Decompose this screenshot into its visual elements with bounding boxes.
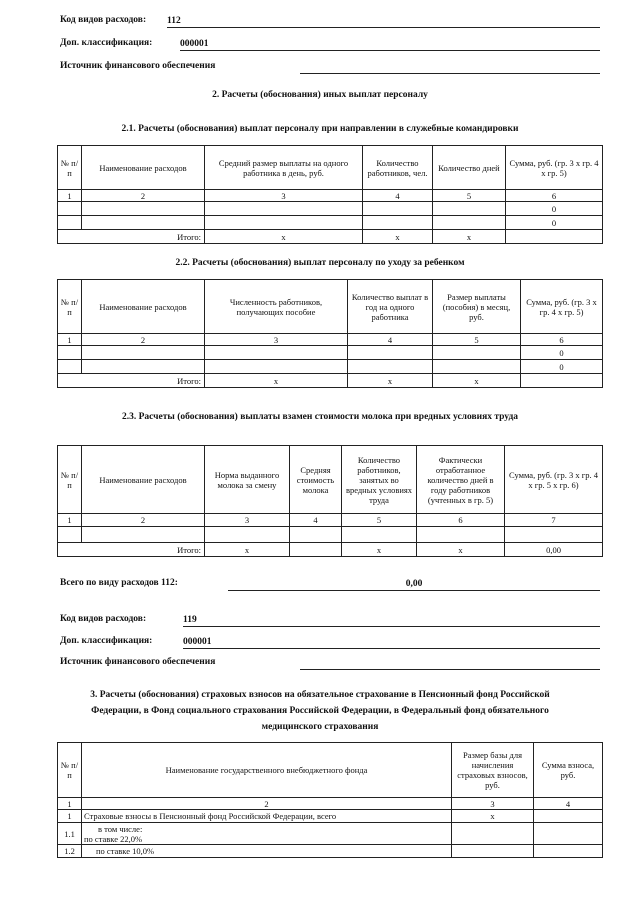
row-number: 1.2 — [58, 845, 82, 858]
table-row — [58, 346, 603, 360]
expense-code-value-2: 119 — [183, 614, 600, 627]
header-cell: Сумма взноса, руб. — [534, 743, 603, 798]
header-cell: Средняя стоимость молока — [290, 446, 342, 514]
column-number: 4 — [363, 190, 433, 202]
header-cell: Размер выплаты (пособия) в месяц, руб. — [433, 280, 521, 334]
fund-name-prefix: в том числе: — [98, 823, 143, 834]
column-number: 5 — [433, 334, 521, 346]
section-3-title-line3: медицинского страхования — [261, 722, 379, 732]
header-cell: Количество дней — [433, 146, 506, 190]
cell — [58, 543, 82, 557]
cell: х — [363, 230, 433, 244]
cell — [417, 527, 505, 543]
column-number-row — [58, 190, 603, 202]
header-cell: Норма выданного молока за смену — [205, 446, 290, 514]
cell: х — [205, 543, 290, 557]
column-number: 4 — [534, 798, 603, 810]
cell — [363, 216, 433, 230]
sum-cell: 0 — [506, 216, 603, 230]
column-number: 5 — [342, 514, 417, 527]
header-cell: Количество выплат в год на одного работника — [348, 280, 433, 334]
column-number: 1 — [58, 798, 82, 810]
column-number: 6 — [506, 190, 603, 202]
column-number: 6 — [521, 334, 603, 346]
cell — [290, 527, 342, 543]
cell — [58, 346, 82, 360]
table-row — [58, 810, 603, 823]
cell — [433, 216, 506, 230]
header-cell: № п/п — [58, 146, 82, 190]
cell — [205, 527, 290, 543]
column-number: 2 — [82, 334, 205, 346]
total-row — [58, 374, 603, 388]
sum-cell — [534, 845, 603, 858]
expense-code-value: 112 — [167, 15, 600, 28]
section-2-1-title: 2.1. Расчеты (обоснования) выплат персоналу при направлении в служебные командировки — [121, 124, 519, 134]
sum-cell — [534, 823, 603, 845]
total-112-value: 0,00 — [228, 578, 600, 591]
header-cell: № п/п — [58, 280, 82, 334]
header-cell: Наименование расходов — [82, 446, 205, 514]
header-cell: Наименование расходов — [82, 146, 205, 190]
column-number: 5 — [433, 190, 506, 202]
table-2-2 — [57, 279, 603, 388]
total-sum: 0,00 — [505, 543, 603, 557]
cell: х — [205, 230, 363, 244]
fund-name-rate: по ставке 22,0% — [84, 833, 143, 844]
cell — [82, 202, 205, 216]
cell — [342, 527, 417, 543]
cell — [82, 527, 205, 543]
cell — [205, 360, 348, 374]
total-label: Итого: — [82, 543, 205, 557]
cell — [433, 346, 521, 360]
funding-source-label: Источник финансового обеспечения — [60, 61, 216, 71]
base-cell — [452, 823, 534, 845]
cell — [58, 374, 82, 388]
classification-value-2: 000001 — [183, 636, 600, 649]
cell — [58, 527, 82, 543]
table-row — [58, 216, 603, 230]
funding-source-value-2 — [300, 657, 600, 670]
table-header-row — [58, 743, 603, 798]
column-number-row — [58, 798, 603, 810]
section-3-title-line2: Федерации, в Фонд социального страхования Российской Федерации, в Федеральный фонд обязательного — [91, 706, 549, 716]
classification-value: 000001 — [180, 38, 600, 51]
header-cell: Количество работников, чел. — [363, 146, 433, 190]
cell — [505, 527, 603, 543]
expense-code-label-text: Код видов расходов: — [60, 15, 147, 25]
header-cell: Средний размер выплаты на одного работника в день, руб. — [205, 146, 363, 190]
row-number: 1.1 — [58, 823, 82, 845]
cell — [348, 346, 433, 360]
cell — [58, 230, 82, 244]
cell: х — [433, 230, 506, 244]
column-number: 1 — [58, 514, 82, 527]
total-sum — [521, 374, 603, 388]
sum-cell: 0 — [521, 346, 603, 360]
header-cell: Сумма, руб. (гр. 3 х гр. 4 х гр. 5) — [521, 280, 603, 334]
table-header-row — [58, 280, 603, 334]
cell — [82, 346, 205, 360]
column-number: 7 — [505, 514, 603, 527]
cell — [205, 346, 348, 360]
cell — [58, 202, 82, 216]
sum-cell: 0 — [521, 360, 603, 374]
table-2-1 — [57, 145, 603, 244]
sum-cell — [534, 810, 603, 823]
header-cell: Численность работников, получающих пособие — [205, 280, 348, 334]
row-number: 1 — [58, 810, 82, 823]
column-number: 2 — [82, 798, 452, 810]
total-label: Итого: — [82, 230, 205, 244]
cell: х — [417, 543, 505, 557]
column-number: 3 — [205, 190, 363, 202]
cell — [58, 216, 82, 230]
table-row — [58, 202, 603, 216]
expense-code-label-2: Код видов расходов: — [60, 614, 147, 624]
total-row — [58, 543, 603, 557]
funding-source-label-2: Источник финансового обеспечения — [60, 657, 216, 667]
table-row — [58, 360, 603, 374]
header-cell: Сумма, руб. (гр. 3 х гр. 4 х гр. 5 х гр. 6) — [505, 446, 603, 514]
section-2-2-title: 2.2. Расчеты (обоснования) выплат персоналу по уходу за ребенком — [175, 258, 465, 268]
classification-label-2: Доп. классификация: — [60, 636, 153, 646]
column-number-row — [58, 514, 603, 527]
cell: х — [205, 374, 348, 388]
cell — [82, 216, 205, 230]
cell — [205, 202, 363, 216]
header-cell: Размер базы для начисления страховых взносов, руб. — [452, 743, 534, 798]
column-number: 1 — [58, 190, 82, 202]
table-header-row — [58, 146, 603, 190]
header-cell: № п/п — [58, 446, 82, 514]
section-3-title-line1: 3. Расчеты (обоснования) страховых взносов на обязательное страхование в Пенсионный фонд Российской — [90, 690, 550, 700]
table-header-row — [58, 446, 603, 514]
sum-cell: 0 — [506, 202, 603, 216]
table-row — [58, 527, 603, 543]
header-cell: Наименование расходов — [82, 280, 205, 334]
header-cell: Наименование государственного внебюджетного фонда — [82, 743, 452, 798]
cell: х — [348, 374, 433, 388]
cell: х — [342, 543, 417, 557]
funding-source-value — [300, 61, 600, 74]
expense-code-label — [60, 15, 146, 25]
cell — [82, 360, 205, 374]
column-number: 3 — [205, 514, 290, 527]
column-number: 2 — [82, 190, 205, 202]
base-cell — [452, 845, 534, 858]
table-row — [58, 823, 603, 845]
section-2-title: 2. Расчеты (обоснования) иных выплат персоналу — [212, 90, 428, 100]
table-2-3 — [57, 445, 603, 557]
base-cell: х — [452, 810, 534, 823]
header-cell: Количество работников, занятых во вредных условиях труда — [342, 446, 417, 514]
cell: х — [433, 374, 521, 388]
cell — [433, 360, 521, 374]
total-label: Итого: — [82, 374, 205, 388]
fund-name: Страховые взносы в Пенсионный фонд Российской Федерации, всего — [82, 810, 452, 823]
cell — [205, 216, 363, 230]
header-cell: Фактически отработанное количество дней в году работников (учтенных в гр. 5) — [417, 446, 505, 514]
table-row — [58, 845, 603, 858]
column-number: 6 — [417, 514, 505, 527]
header-cell: № п/п — [58, 743, 82, 798]
cell — [433, 202, 506, 216]
fund-name: по ставке 10,0% — [82, 845, 452, 858]
column-number-row — [58, 334, 603, 346]
header-cell: Сумма, руб. (гр. 3 х гр. 4 х гр. 5) — [506, 146, 603, 190]
cell — [290, 543, 342, 557]
column-number: 4 — [290, 514, 342, 527]
section-2-3-title: 2.3. Расчеты (обоснования) выплаты взамен стоимости молока при вредных условиях труда — [121, 412, 519, 422]
column-number: 1 — [58, 334, 82, 346]
cell — [363, 202, 433, 216]
column-number: 3 — [205, 334, 348, 346]
total-row — [58, 230, 603, 244]
column-number: 2 — [82, 514, 205, 527]
cell — [348, 360, 433, 374]
column-number: 4 — [348, 334, 433, 346]
total-112-label: Всего по виду расходов 112: — [60, 578, 178, 588]
cell — [58, 360, 82, 374]
total-sum — [506, 230, 603, 244]
column-number: 3 — [452, 798, 534, 810]
classification-label: Доп. классификация: — [60, 38, 153, 48]
fund-name — [82, 823, 452, 845]
table-3 — [57, 742, 603, 858]
